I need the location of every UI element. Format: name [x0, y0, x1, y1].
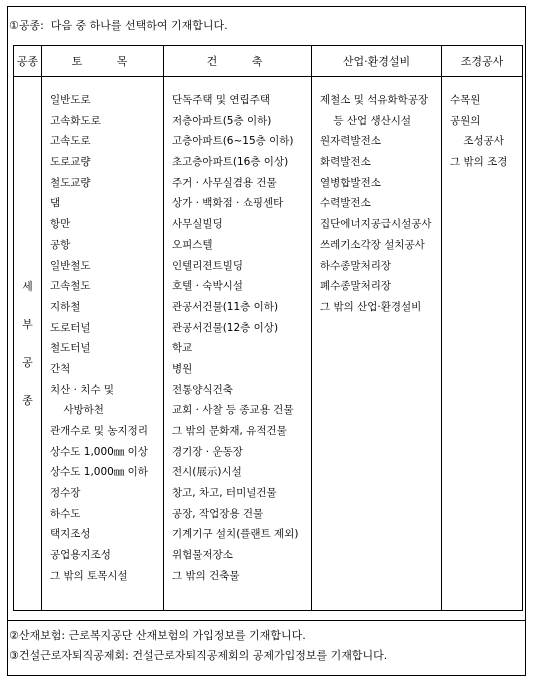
work-type-table — [13, 45, 523, 611]
note-industrial-insurance: ②산재보험: 근로복지공단 산재보험의 가입정보를 기재합니다. — [9, 629, 306, 642]
list-item: 초고층아파트(16층 이상) — [172, 156, 289, 169]
list-item: 인텔리젼트빌딩 — [172, 259, 244, 272]
list-item: 공업용지조성 — [50, 549, 111, 562]
header-category: 공종 — [14, 46, 42, 77]
list-item: 하수도 — [50, 507, 81, 520]
list-item: 고속화도로 — [50, 114, 101, 127]
list-item: 정수장 — [50, 487, 81, 500]
list-item: 고층아파트(6~15층 이하) — [172, 135, 294, 148]
list-item: 택지조성 — [50, 528, 91, 541]
list-item: 단독주택 및 연립주택 — [172, 94, 270, 106]
list-item: 철도교량 — [50, 176, 91, 189]
list-item: 사방하천 — [50, 404, 104, 417]
header-civil: 토 목 — [42, 46, 164, 77]
plant-column — [312, 77, 442, 611]
row-label-detail-types — [14, 77, 42, 611]
list-item: 교회 · 사찰 등 종교용 건물 — [172, 404, 294, 417]
list-item: 수목원 — [450, 94, 481, 106]
list-item: 상가 · 백화점 · 쇼핑센타 — [172, 197, 284, 210]
list-item: 화력발전소 — [320, 156, 371, 169]
list-item: 기계기구 설치(플랜트 제외) — [172, 528, 299, 541]
civil-column — [42, 77, 164, 611]
list-item: 원자력발전소 — [320, 135, 381, 148]
list-item: 열병합발전소 — [320, 176, 381, 189]
header-landscape: 조경공사 — [442, 46, 523, 77]
list-item: 오피스텔 — [172, 238, 213, 251]
list-item: 하수종말처리장 — [320, 259, 392, 272]
list-item: 등 산업 생산시설 — [320, 114, 412, 127]
list-item: 폐수종말처리장 — [320, 280, 392, 293]
civil-list — [42, 77, 163, 587]
list-item: 전통양식건축 — [172, 383, 233, 396]
list-item: 공항 — [50, 238, 71, 251]
list-item: 사무실빌딩 — [172, 218, 223, 231]
list-item: 지하철 — [50, 300, 81, 313]
list-item: 철도터널 — [50, 342, 91, 355]
list-item: 그 밖의 산업·환경설비 — [320, 300, 422, 313]
divider-line — [7, 620, 526, 621]
list-item: 공장, 작업장용 건물 — [172, 507, 264, 520]
list-item: 상수도 1,000㎜ 이하 — [50, 466, 148, 479]
list-item: 간척 — [50, 362, 71, 375]
list-item: 도로교량 — [50, 156, 91, 169]
list-item: 일반철도 — [50, 259, 91, 272]
list-item: 조성공사 — [450, 135, 504, 148]
list-item: 창고, 차고, 터미널건물 — [172, 487, 277, 500]
list-item: 항만 — [50, 218, 71, 231]
building-column — [164, 77, 312, 611]
table-body-row — [14, 77, 523, 611]
row-label-char: 세 — [22, 279, 33, 293]
list-item: 상수도 1,000㎜ 이상 — [50, 445, 148, 458]
list-item: 집단에너지공급시설공사 — [320, 218, 432, 231]
notes-block — [9, 626, 387, 666]
list-item: 그 밖의 토목시설 — [50, 569, 128, 582]
list-item: 그 밖의 조경 — [450, 156, 508, 169]
note-retirement-fund: ③건설근로자퇴직공제회: 건설근로자퇴직공제회의 공제가입정보를 기재합니다. — [9, 649, 388, 662]
list-item: 전시(展示)시설 — [172, 466, 242, 479]
list-item: 댐 — [50, 197, 61, 210]
list-item: 위험물저장소 — [172, 549, 233, 562]
list-item: 주거 · 사무실겸용 건물 — [172, 176, 277, 189]
list-item: 병원 — [172, 362, 193, 375]
list-item: 호텔 · 숙박시설 — [172, 280, 243, 293]
list-item: 쓰레기소각장 설치공사 — [320, 238, 425, 251]
list-item: 그 밖의 건축물 — [172, 569, 240, 582]
list-item: 관개수로 및 농지정리 — [50, 425, 148, 437]
list-item: 그 밖의 문화재, 유적건물 — [172, 425, 287, 437]
list-item: 저층아파트(5층 이하) — [172, 114, 272, 127]
header-plant: 산업·환경설비 — [312, 46, 442, 77]
list-item: 고속철도 — [50, 280, 91, 293]
plant-list — [312, 77, 441, 318]
list-item: 경기장 · 운동장 — [172, 445, 243, 458]
instruction-text: ①공종: 다음 중 하나를 선택하여 기재합니다. — [9, 19, 228, 32]
list-item: 치산 · 치수 및 — [50, 383, 115, 396]
landscape-column — [442, 77, 523, 611]
list-item: 일반도로 — [50, 94, 91, 106]
landscape-list — [442, 77, 522, 173]
row-label-char: 종 — [22, 393, 33, 407]
list-item: 관공서건물(11층 이하) — [172, 300, 279, 313]
list-item: 고속도로 — [50, 135, 91, 148]
list-item: 공원의 — [450, 114, 481, 127]
table-header-row — [14, 46, 523, 77]
list-item: 제철소 및 석유화학공장 — [320, 94, 429, 106]
list-item: 학교 — [172, 342, 193, 355]
row-label-char: 부 — [22, 317, 33, 331]
list-item: 도로터널 — [50, 321, 91, 334]
list-item: 관공서건물(12층 이상) — [172, 321, 279, 334]
building-list — [164, 77, 311, 587]
row-label-char: 공 — [22, 355, 33, 369]
list-item: 수력발전소 — [320, 197, 371, 210]
header-building: 건 축 — [164, 46, 312, 77]
